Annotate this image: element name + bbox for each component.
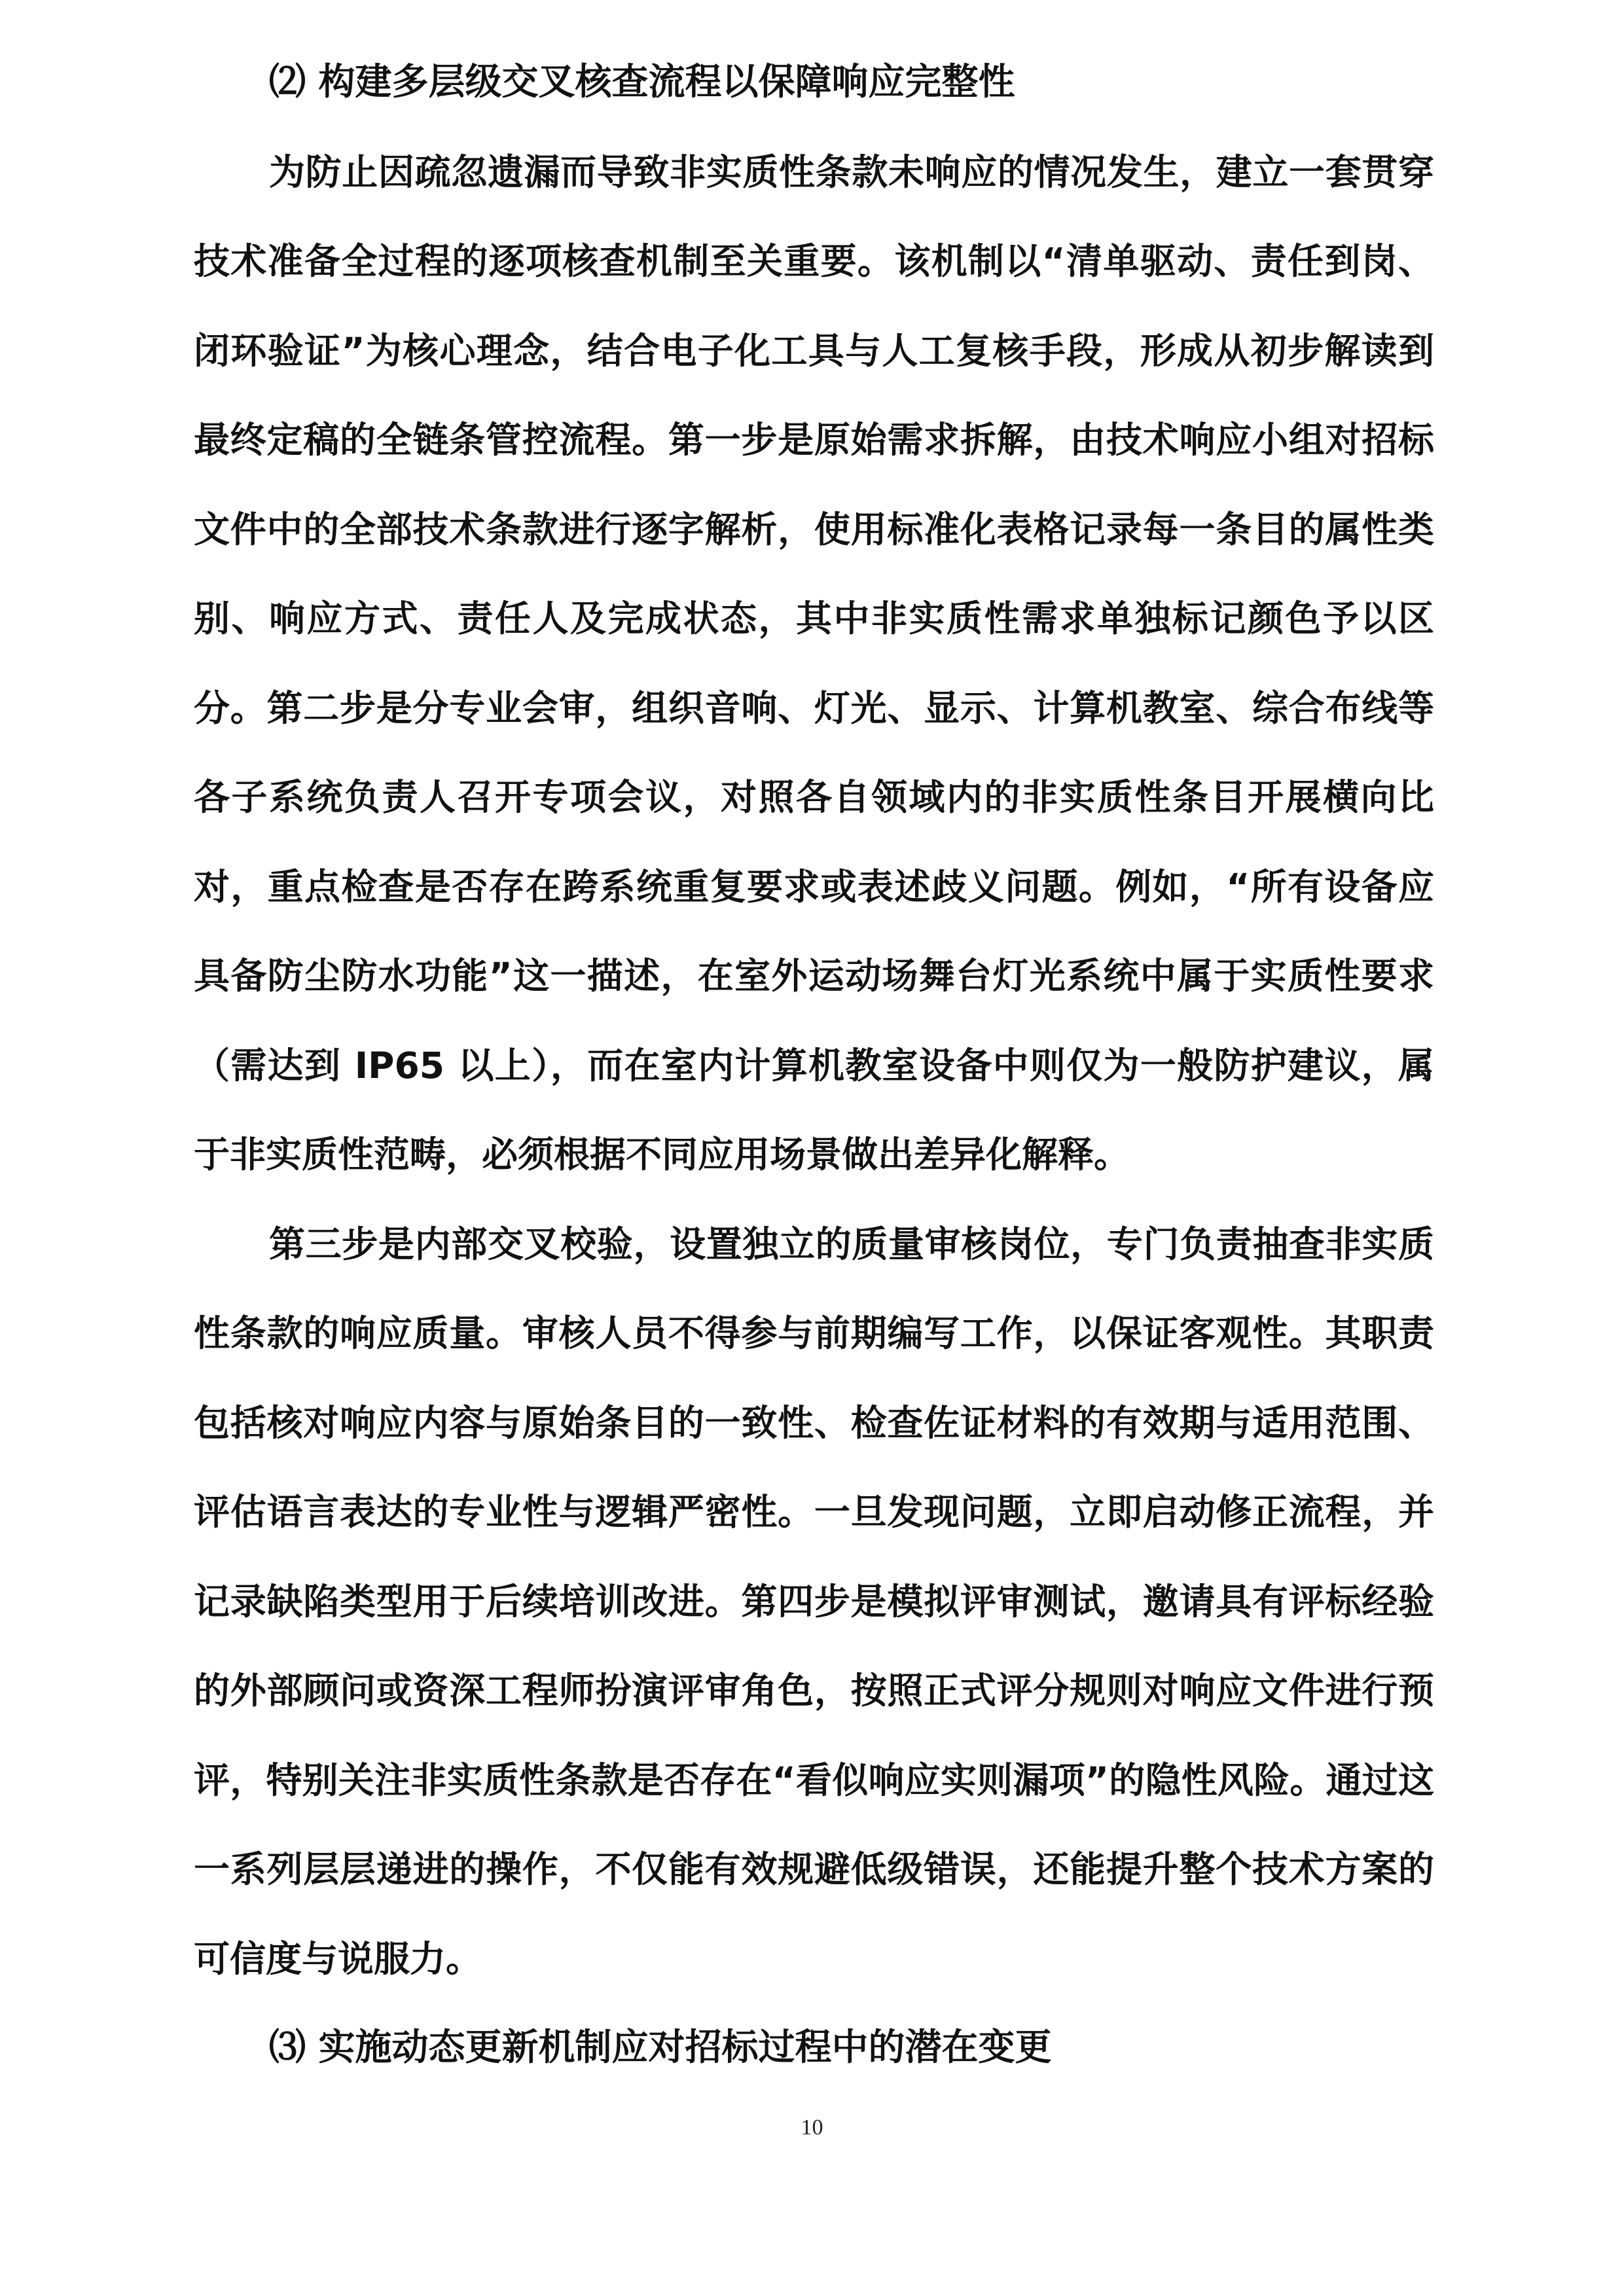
section-heading-3: ⑶ 实施动态更新机制应对招标过程中的潜在变更 xyxy=(269,2026,1052,2069)
section-heading-2: ⑵ 构建多层级交叉核查流程以保障响应完整性 xyxy=(269,61,1015,103)
page-content xyxy=(194,38,1434,2093)
body-paragraph-1: 为防止因疏忽遗漏而导致非实质性条款未响应的情况发生，建立一套贯穿技术准备全过程的逐项核查机制至关重要。该机制以“清单驱动、责任到岗、闭环验证”为核心理念，结合电子化工具与人工复核手段，形成从初步解读到最终定稿的全链条管控流程。第一步是原始需求拆解，由技术响应小组对招标文件中的全部技术条款进行逐字解析，使用标准化表格记录每一条目的属性类别、响应方式、责任人及完成状态，其中非实质性需求单独标记颜色予以区分。第二步是分专业会审，组织音响、灯光、显示、计算机教室、综合布线等各子系统负责人召开专项会议，对照各自领域内的非实质性条目开展横向比对，重点检查是否存在跨系统重复要求或表述歧义问题。例如，“所有设备应具备防尘防水功能”这一描述，在室外运动场舞台灯光系统中属于实质性要求（需达到 IP65 以上），而在室内计算机教室设备中则仅为一般防护建议，属于非实质性范畴，必须根据不同应用场景做出差异化解释。 xyxy=(194,151,1434,1175)
page-number: 10 xyxy=(801,2115,823,2140)
body-paragraph-2: 第三步是内部交叉校验，设置独立的质量审核岗位，专门负责抽查非实质性条款的响应质量。审核人员不得参与前期编写工作，以保证客观性。其职责包括核对响应内容与原始条目的一致性、检查佐证材料的有效期与适用范围、评估语言表达的专业性与逻辑严密性。一旦发现问题，立即启动修正流程，并记录缺陷类型用于后续培训改进。第四步是模拟评审测试，邀请具有评标经验的外部顾问或资深工程师扮演评审角色，按照正式评分规则对响应文件进行预评，特别关注非实质性条款是否存在“看似响应实则漏项”的隐性风险。通过这一系列层层递进的操作，不仅能有效规避低级错误，还能提升整个技术方案的可信度与说服力。 xyxy=(194,1223,1434,1980)
